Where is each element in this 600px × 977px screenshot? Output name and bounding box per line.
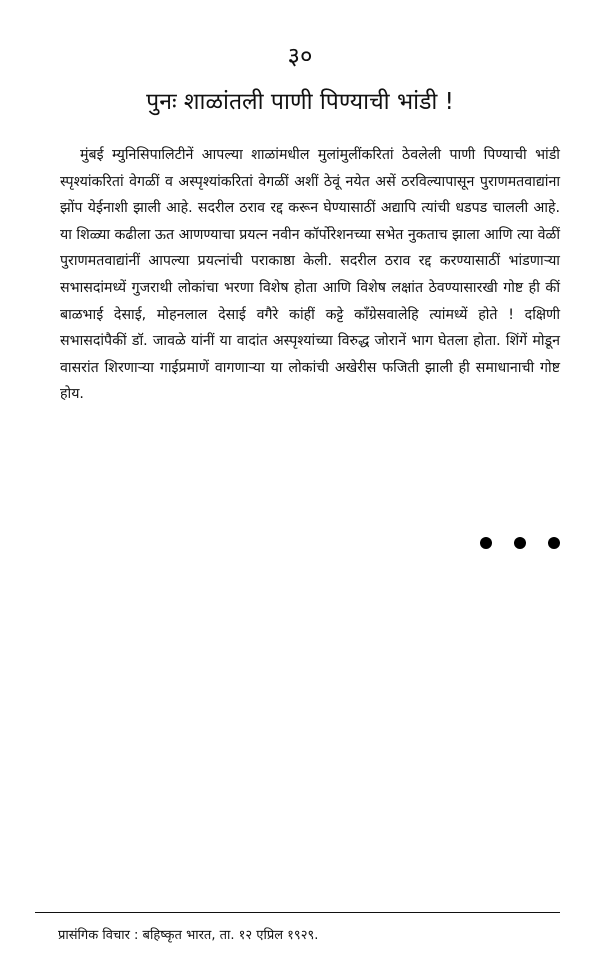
- section-end-ornament: [480, 537, 560, 549]
- ornament-dot-1: [480, 537, 492, 549]
- footnote-divider: [35, 912, 560, 913]
- ornament-dot-3: [548, 537, 560, 549]
- chapter-number: ३०: [287, 42, 313, 70]
- chapter-title: पुनः शाळांतली पाणी पिण्याची भांडी !: [146, 89, 454, 115]
- ornament-dot-2: [514, 537, 526, 549]
- body-paragraph: मुंबई म्युनिसिपालिटीनें आपल्या शाळांमधील मुलांमुलींकरितां ठेवलेली पाणी पिण्याची भांडी स्पृश्यांकरितां वेगळीं व अस्पृश्यांकरितां वेगळीं अशीं ठेवूं नयेत असें ठरविल्यापासून पुराणमतवाद्यांना झोंप येईनाशी झाली आहे. सदरील ठराव रद्द करून घेण्यासाठीं अद्यापि त्यांची धडपड चालली आहे. या शिळ्या कढीला ऊत आणण्याचा प्रयत्न नवीन कॉर्पोरेशनच्या सभेत नुकताच झाला आणि त्या वेळीं पुराणमतवाद्यांनीं आपल्या प्रयत्नांची पराकाष्ठा केली. सदरील ठराव रद्द करण्यासाठीं भांडणाऱ्या सभासदांमध्यें गुजराथी लोकांचा भरणा विशेष होता आणि विशेष लक्षांत ठेवण्यासारखी गोष्ट ही कीं बाळभाई देसाई, मोहनलाल देसाई वगैरे कांहीं कट्टे कॉंग्रेसवालेहि त्यांमध्यें होते ! दक्षिणी सभासदांपैकीं डॉ. जावळे यांनीं या वादांत अस्पृश्यांच्या विरुद्ध जोरानें भाग घेतला होता. शिंगें मोडून वासरांत शिरणाऱ्या गाईप्रमाणें वागणाऱ्या या लोकांची अखेरीस फजिती झाली ही समाधानाची गोष्ट होय.: [60, 147, 560, 403]
- source-footnote: प्रासंगिक विचार : बहिष्कृत भारत, ता. १२ एप्रिल १९२९.: [58, 928, 319, 943]
